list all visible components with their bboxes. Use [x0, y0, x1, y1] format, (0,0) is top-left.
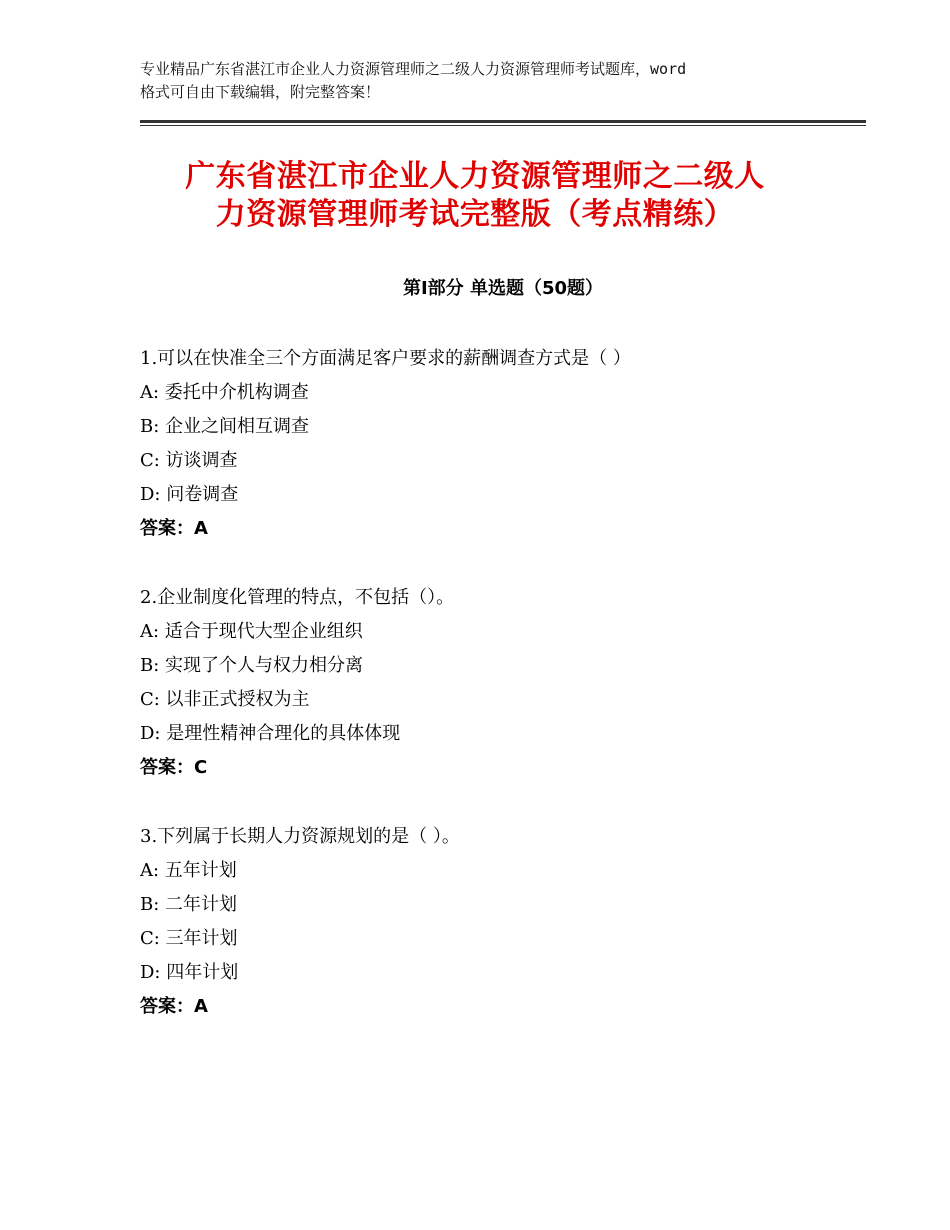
question-stem: 1.可以在快准全三个方面满足客户要求的薪酬调查方式是（ ） [140, 348, 631, 369]
option-a: A: 适合于现代大型企业组织 [140, 621, 363, 642]
option-d: D: 四年计划 [140, 962, 239, 983]
answer: 答案：C [140, 757, 208, 778]
question-1 [140, 342, 866, 546]
option-d: D: 问卷调查 [140, 484, 239, 505]
page-header [140, 58, 840, 104]
question-list [140, 342, 866, 1059]
header-line-2: 格式可自由下载编辑，附完整答案！ [140, 83, 381, 101]
option-d: D: 是理性精神合理化的具体体现 [140, 723, 401, 744]
question-stem: 2.企业制度化管理的特点，不包括（）。 [140, 587, 455, 608]
answer: 答案：A [140, 518, 208, 539]
question-2 [140, 581, 866, 785]
document-title-line-1: 广东省湛江市企业人力资源管理师之二级人 [185, 159, 765, 194]
section-heading: 第Ⅰ部分 单选题（50题） [402, 278, 603, 299]
question-3 [140, 820, 866, 1024]
answer: 答案：A [140, 996, 208, 1017]
document-title-line-2: 力资源管理师考试完整版（考点精练） [215, 197, 735, 232]
document-title [100, 158, 850, 234]
header-divider-thin [140, 125, 866, 126]
option-b: B: 二年计划 [140, 894, 238, 915]
option-a: A: 委托中介机构调查 [140, 382, 309, 403]
question-stem: 3.下列属于长期人力资源规划的是（ ）。 [140, 826, 460, 847]
option-a: A: 五年计划 [140, 860, 237, 881]
option-b: B: 企业之间相互调查 [140, 416, 310, 437]
option-c: C: 三年计划 [140, 928, 238, 949]
header-divider-thick [140, 120, 866, 123]
option-c: C: 以非正式授权为主 [140, 689, 310, 710]
option-b: B: 实现了个人与权力相分离 [140, 655, 364, 676]
header-line-1: 专业精品广东省湛江市企业人力资源管理师之二级人力资源管理师考试题库，word [140, 60, 687, 78]
option-c: C: 访谈调查 [140, 450, 238, 471]
